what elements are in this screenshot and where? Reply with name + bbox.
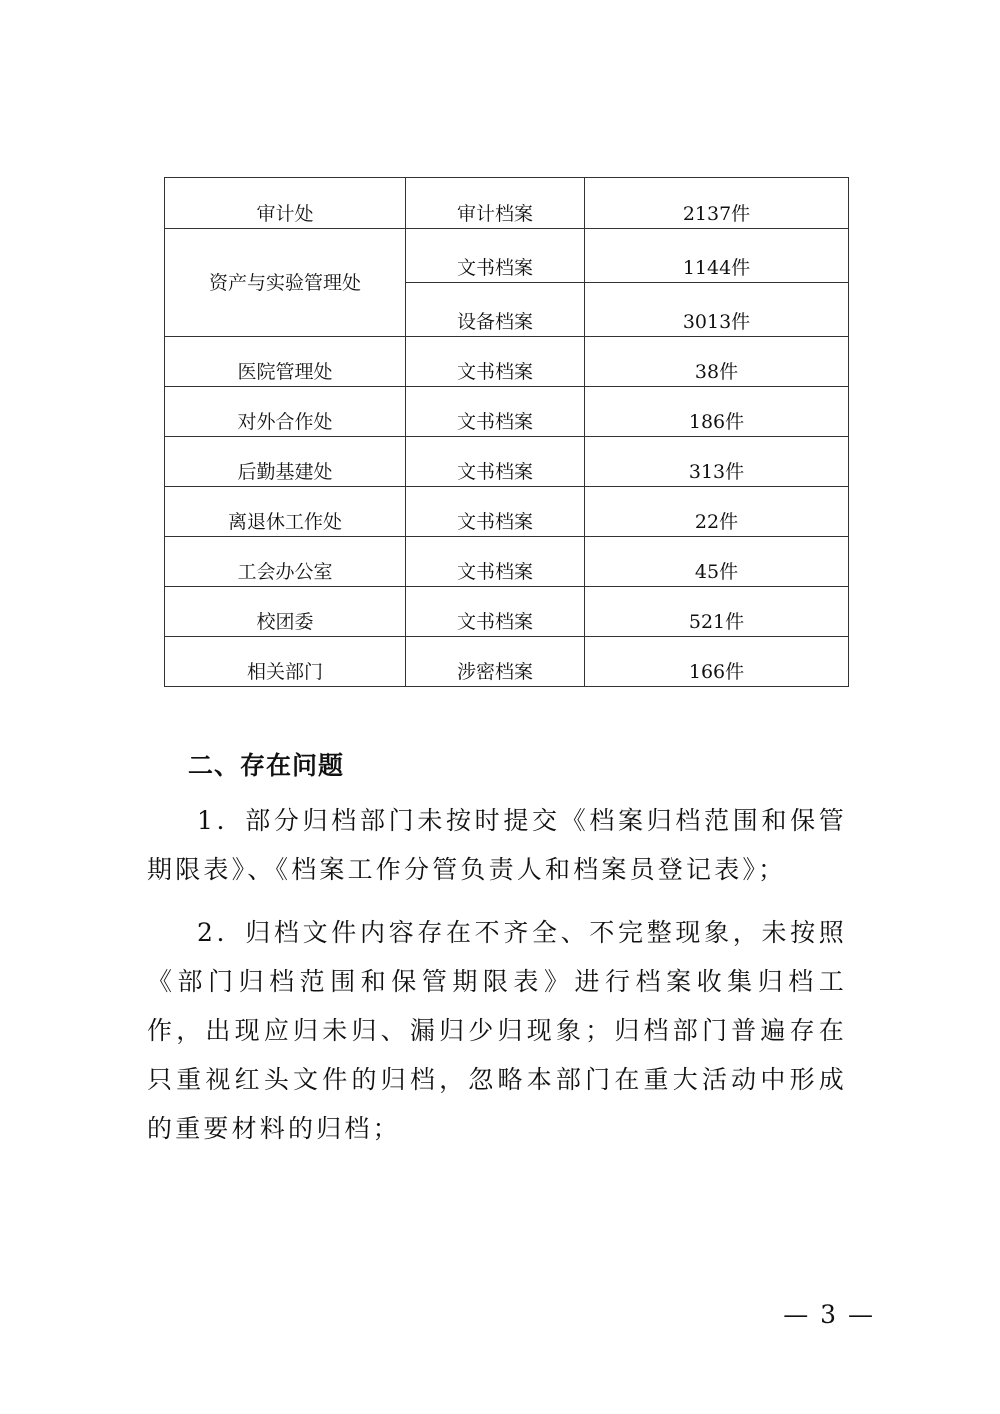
department-cell: 工会办公室 [165, 537, 406, 587]
table-row [165, 178, 849, 229]
category-cell: 设备档案 [406, 283, 585, 337]
department-cell: 资产与实验管理处 [165, 229, 406, 337]
category-cell: 文书档案 [406, 487, 585, 537]
category-cell: 文书档案 [406, 587, 585, 637]
table-row [165, 437, 849, 487]
category-cell: 文书档案 [406, 337, 585, 387]
count-cell: 313件 [585, 437, 849, 487]
count-cell: 2137件 [585, 178, 849, 229]
archive-statistics-table [164, 177, 849, 687]
department-cell: 对外合作处 [165, 387, 406, 437]
issue-paragraph-2: 2．归档文件内容存在不齐全、不完整现象，未按照《部门归档范围和保管期限表》进行档案收集归档工作，出现应归未归、漏归少归现象；归档部门普遍存在只重视红头文件的归档，忽略本部门在重大活动中形成的重要材料的归档； [147, 918, 847, 1143]
count-cell: 1144件 [585, 229, 849, 283]
table-row [165, 487, 849, 537]
table-row [165, 637, 849, 687]
department-cell: 相关部门 [165, 637, 406, 687]
department-cell: 后勤基建处 [165, 437, 406, 487]
table-row [165, 587, 849, 637]
count-cell: 38件 [585, 337, 849, 387]
department-cell: 审计处 [165, 178, 406, 229]
count-cell: 45件 [585, 537, 849, 587]
table-row [165, 387, 849, 437]
department-cell: 校团委 [165, 587, 406, 637]
count-cell: 521件 [585, 587, 849, 637]
page-number: — 3 — [783, 1300, 875, 1329]
department-cell: 离退休工作处 [165, 487, 406, 537]
department-cell: 医院管理处 [165, 337, 406, 387]
category-cell: 审计档案 [406, 178, 585, 229]
count-cell: 22件 [585, 487, 849, 537]
category-cell: 文书档案 [406, 229, 585, 283]
table-row [165, 229, 849, 283]
category-cell: 涉密档案 [406, 637, 585, 687]
category-cell: 文书档案 [406, 387, 585, 437]
count-cell: 3013件 [585, 283, 849, 337]
table-row [165, 337, 849, 387]
category-cell: 文书档案 [406, 437, 585, 487]
section-heading: 二、存在问题 [188, 751, 345, 780]
count-cell: 166件 [585, 637, 849, 687]
count-cell: 186件 [585, 387, 849, 437]
issue-paragraph-1: 1．部分归档部门未按时提交《档案归档范围和保管期限表》、《档案工作分管负责人和档案员登记表》； [147, 806, 847, 884]
category-cell: 文书档案 [406, 537, 585, 587]
table-row [165, 537, 849, 587]
